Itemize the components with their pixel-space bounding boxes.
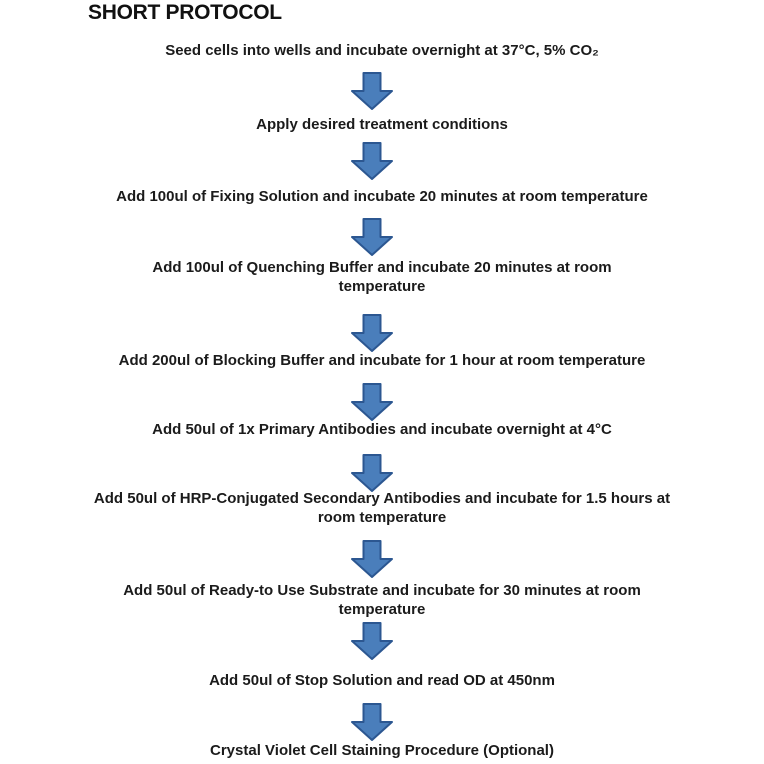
down-block-arrow-icon [351, 454, 393, 492]
step-text: Add 50ul of HRP-Conjugated Secondary Antibodies and incubate for 1.5 hours at room temperature [93, 490, 671, 526]
down-block-arrow-icon [351, 142, 393, 180]
step-text: Add 100ul of Fixing Solution and incubate 20 minutes at room temperature [116, 188, 648, 205]
protocol-step-1 [0, 41, 764, 60]
protocol-step-10 [0, 741, 764, 760]
down-block-arrow-icon [351, 72, 393, 110]
protocol-step-5 [0, 351, 764, 370]
page-title: SHORT PROTOCOL [88, 1, 282, 24]
step-text: Add 200ul of Blocking Buffer and incubate for 1 hour at room temperature [118, 352, 646, 369]
protocol-step-3 [0, 187, 764, 206]
protocol-step-6 [0, 420, 764, 439]
protocol-step-9 [0, 671, 764, 690]
step-text: Seed cells into wells and incubate overnight at 37°C, 5% CO₂ [165, 42, 599, 59]
protocol-step-4 [0, 258, 764, 296]
step-text: Add 50ul of 1x Primary Antibodies and incubate overnight at 4°C [152, 421, 612, 438]
down-block-arrow-icon [351, 314, 393, 352]
down-block-arrow-icon [351, 383, 393, 421]
step-text: Add 100ul of Quenching Buffer and incubate 20 minutes at room temperature [152, 259, 612, 295]
down-block-arrow-icon [351, 540, 393, 578]
step-text: Add 50ul of Stop Solution and read OD at 450nm [209, 672, 555, 689]
step-text: Apply desired treatment conditions [256, 116, 508, 133]
down-block-arrow-icon [351, 703, 393, 741]
protocol-step-2 [0, 115, 764, 134]
protocol-step-7 [0, 489, 764, 527]
down-block-arrow-icon [351, 622, 393, 660]
step-text: Add 50ul of Ready-to Use Substrate and incubate for 30 minutes at room temperature [123, 582, 641, 618]
step-text: Crystal Violet Cell Staining Procedure (Optional) [210, 742, 554, 759]
down-block-arrow-icon [351, 218, 393, 256]
protocol-step-8 [0, 581, 764, 619]
